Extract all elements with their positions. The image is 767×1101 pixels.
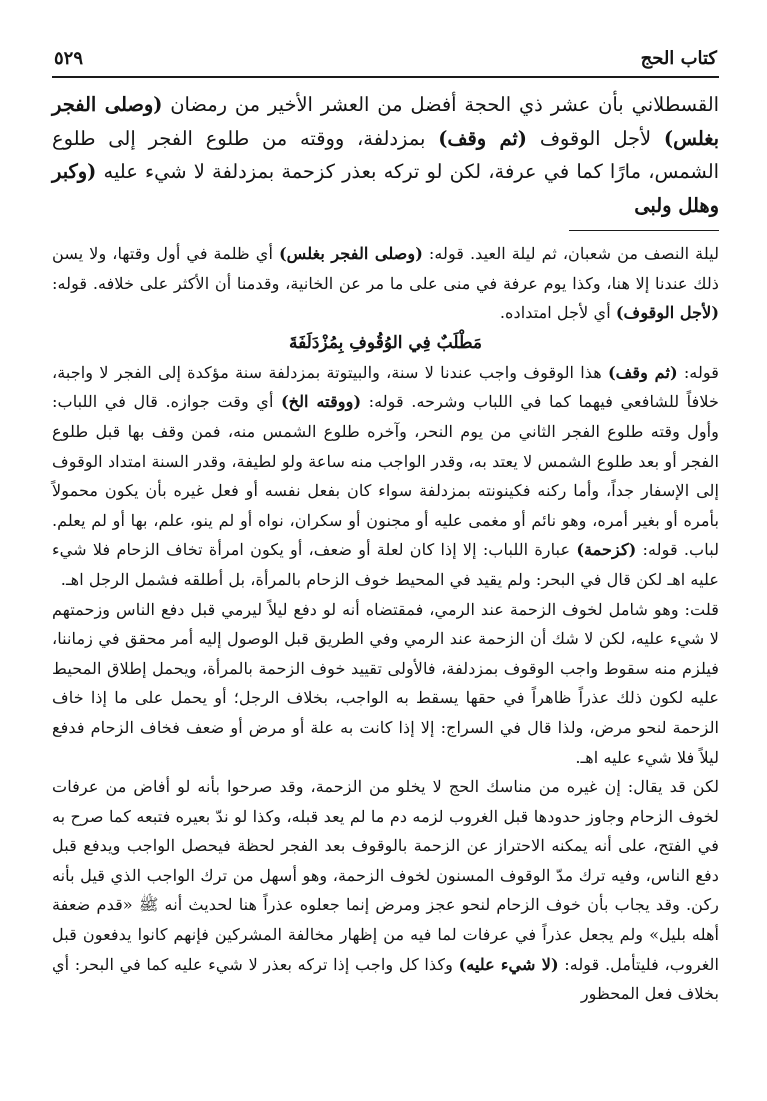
- text-run: قوله:: [677, 362, 719, 382]
- text-run: ليلة النصف من شعبان، ثم ليلة العيد. قوله:: [422, 244, 719, 263]
- quoted-term: (ثم وقف): [607, 362, 678, 382]
- quoted-term: (لأجل الوقوف): [615, 303, 719, 323]
- main-paragraph: [52, 88, 719, 222]
- text-run: قلت: وهو شامل لخوف الزحمة عند الرمي، فمقتضاه أنه لو دفع ليلاً ليرمي قبل دفع الناس وزحمتهم لا شيء عليه، لكن لا شك أن الزحمة عند الرمي وفي الطريق قبل الوصول إليه أمر محقق في زماننا، فيلزم منه سقوط واجب الوقوف بمزدلفة، فالأولى تقييد خوف الزحمة بالمرأة، ويحمل إطلاق المحيط عليه لكون ذلك عذراً ظاهراً في حقها يسقط به الواجب، بخلاف الرجل؛ أو يحمل على ما إذا خاف الزحمة لنحو مرض، ولذا قال في السراج: إلا إذا كانت به علة أو مرض أو ضعف فخاف الزحام فدفع ليلاً فلا شيء عليه اهـ.: [52, 599, 719, 767]
- text-run: القسطلاني بأن عشر ذي الحجة أفضل من العشر الأخير من رمضان: [162, 93, 720, 116]
- text-run: أي لأجل امتداده.: [499, 303, 616, 323]
- commentary-paragraph: [52, 239, 719, 328]
- quoted-term: (وصلى الفجر بغلس): [52, 93, 719, 150]
- text-run: ولم يجعل عذراً في عرفات لما فيه من إظهار مخالفة المشركين فإنهم كانوا يدفعون قبل الغروب، فليتأمل. قوله:: [52, 925, 719, 974]
- running-header: [52, 48, 719, 78]
- quoted-term: (ثم وقف): [438, 126, 527, 150]
- quoted-term: (وصلى الفجر بغلس): [278, 244, 423, 263]
- text-run: هذا الوقوف واجب عندنا لا سنة، والبيتوتة بمزدلفة سنة مؤكدة إلى الفجر لا واجبة، خلافاً للشافعي فيهما كما في اللباب وشرحه. قوله:: [52, 362, 719, 412]
- quoted-term: (كزحمة): [576, 540, 637, 560]
- quoted-term: (وكبر وهلل ولبى: [52, 160, 719, 217]
- footnote-separator: [569, 230, 719, 231]
- commentary-paragraph: [52, 595, 719, 773]
- text-run: «قدم ضعفة أهله بليل»: [52, 895, 719, 945]
- text-run: لأجل الوقوف: [526, 126, 664, 150]
- section-heading: مَطْلَبٌ فِي الوُقُوفِ بِمُزْدَلَفَةَ: [288, 332, 483, 353]
- text-run: أي وقت جوازه. قال في اللباب: وأول وقته طلوع الفجر الثاني من يوم النحر، وآخره طلوع الشمس منه، فمن وقف بها قبل طلوع الفجر أو بعد طلوع الشمس لا يعتد به، وقدر الواجب منه ساعة ولو لطيفة، وقدر السنة امتداد الوقوف إلى الإسفار جداً، وأما ركنه فكينونته بمزدلفة سواء كان بفعل نفسه أو فعل غيره بأن يكون محمولاً بأمره أو بغير أمره، وهو نائم أو مغمى عليه أو مجنون أو سكران، نواه أو لم ينو، علم، بها أو لم يعلم. لباب. قوله:: [52, 392, 720, 560]
- commentary-paragraph: [52, 772, 719, 1009]
- commentary-paragraph: [52, 358, 719, 595]
- book-title: كتاب الحج: [640, 48, 717, 69]
- text-run: لكن قد يقال: إن غيره من مناسك الحج لا يخلو من الزحمة، وقد صرحوا بأنه لو أفاض من عرفات لخوف الزحام وجاوز حدودها قبل الغروب لزمه دم ما لم يعد قبله، وكذا لو ندّ بعيره فتبعه كما صرح به في الفتح، على أنه يمكنه الاحتراز عن الزحمة بالوقوف بعد الفجر لحظة فيحصل الواجب ويدفع قبل دفع الناس، وفيه ترك مدّ الوقوف المسنون لخوف الزحمة، وهو أسهل من ترك الواجب الذي قيل بأنه ركن. وقد يجاب بأن خوف الزحام لنحو عجز ومرض إنما جعلوه عذراً هنا لحديث أنه ﷺ: [52, 777, 719, 915]
- page-number: ٥٢٩: [54, 48, 84, 69]
- commentary-text: [52, 239, 719, 1009]
- text-run: بمزدلفة، ووقته من طلوع الفجر إلى طلوع الشمس، مارًا كما في عرفة، لكن لو تركه بعذر كزحمة بمزدلفة لا شيء عليه: [52, 126, 719, 183]
- text-run: وكذا كل واجب إذا تركه بعذر لا شيء عليه كما في البحر: أي بخلاف فعل المحظور: [52, 954, 719, 1004]
- text-run: أي ظلمة في أول وقتها، ولا يسن ذلك عندنا إلا هنا، وكذا يوم عرفة في منى على ما مر عن الخانية، وقدمنا أن الأكثر على خلافه. قوله:: [52, 244, 719, 293]
- text-run: عبارة اللباب: إلا إذا كان لعلة أو ضعف، أو يكون امرأة تخاف الزحام فلا شيء عليه اهـ لكن قال في البحر: ولم يقيد في المحيط خوف الزحام بالمرأة، بل أطلقه فشمل الرجل اهـ.: [52, 540, 719, 589]
- quoted-term: (ووقته الخ): [280, 392, 362, 412]
- quoted-term: (لا شيء عليه): [458, 954, 559, 974]
- main-text: [52, 88, 719, 222]
